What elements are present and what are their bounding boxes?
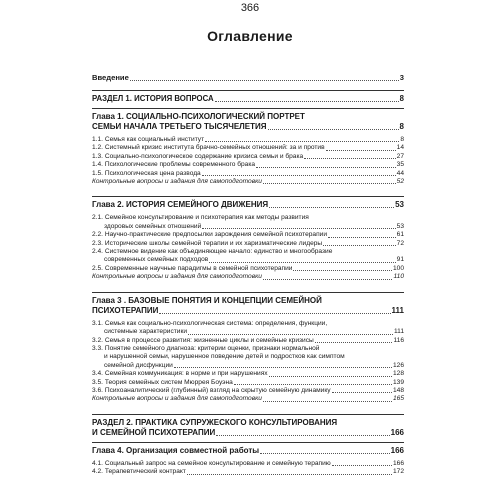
toc-item[interactable]: 3.1. Семья как социально-психологическая система: определения, функции, системные характеристики 111 bbox=[92, 319, 404, 336]
toc-item[interactable]: 1.3. Социально-психологическое содержание кризиса семьи и брака 27 bbox=[92, 152, 404, 160]
table-of-contents bbox=[92, 73, 404, 477]
toc-chapter-1 bbox=[92, 108, 404, 132]
section-2-title[interactable]: РАЗДЕЛ 2. ПРАКТИКА СУПРУЖЕСКОГО КОНСУЛЬТИРОВАНИЯ И СЕМЕЙНОЙ ПСИХОТЕРАПИИ 166 bbox=[92, 417, 404, 437]
toc-item[interactable]: 2.2. Научно-практические предпосылки зарождения семейной психотерапии 61 bbox=[92, 231, 404, 239]
toc-section-2 bbox=[92, 414, 404, 438]
toc-item[interactable]: 1.5. Психологическая цена развода 44 bbox=[92, 169, 404, 177]
chapter-4-title[interactable]: Глава 4. Организация совместной работы 166 bbox=[92, 445, 404, 455]
toc-item[interactable]: 3.3. Понятие семейного диагноза: критерии оценки, признаки нормальной и нарушенной семьи, нарушенное поведение детей и подростков как симптом семейной дисфункции 126 bbox=[92, 344, 404, 369]
toc-item[interactable]: 3.2. Семья в процессе развития: жизненные циклы и семейные кризисы 116 bbox=[92, 336, 404, 344]
chapter-2-title[interactable]: Глава 2. ИСТОРИЯ СЕМЕЙНОГО ДВИЖЕНИЯ 53 bbox=[92, 200, 404, 210]
toc-item[interactable]: 4.2. Терапевтический контракт 172 bbox=[92, 468, 404, 476]
page-title: Оглавление bbox=[207, 28, 293, 44]
chapter-3-title[interactable]: Глава 3 . БАЗОВЫЕ ПОНЯТИЯ И КОНЦЕПЦИИ СЕМЕЙНОЙ ПСИХОТЕРАПИИ 111 bbox=[92, 295, 404, 315]
toc-item[interactable]: 2.4. Системное видение как объединяющее начало: единство и многообразие современных семейных подходов 91 bbox=[92, 248, 404, 264]
toc-item[interactable]: 3.4. Семейная коммуникация: в норме и при нарушениях 128 bbox=[92, 370, 404, 378]
toc-chapter-4 bbox=[92, 442, 404, 456]
toc-item[interactable]: 1.4. Психологические проблемы современного брака 35 bbox=[92, 161, 404, 169]
toc-control-questions[interactable]: Контрольные вопросы и задания для самоподготовки 165 bbox=[92, 395, 404, 403]
toc-control-questions[interactable]: Контрольные вопросы и задания для самоподготовки 110 bbox=[92, 273, 404, 281]
chapter-1-title[interactable]: Глава 1. СОЦИАЛЬНО-ПСИХОЛОГИЧЕСКИЙ ПОРТРЕТ СЕМЬИ НАЧАЛА ТРЕТЬЕГО ТЫСЯЧЕЛЕТИЯ 8 bbox=[92, 112, 404, 131]
toc-item[interactable]: 3.6. Психоаналитический (глубинный) взгляд на скрытую семейную динамику 148 bbox=[92, 386, 404, 394]
toc-chapter-2 bbox=[92, 196, 404, 210]
toc-item[interactable]: 2.5. Современные научные парадигмы в семейной психотерапии 100 bbox=[92, 264, 404, 272]
toc-intro[interactable]: Введение 3 bbox=[92, 73, 404, 82]
toc-item[interactable]: 2.1. Семейное консультирование и психотерапия как методы развития здоровых семейных отношений 53 bbox=[92, 214, 404, 230]
toc-chapter-3 bbox=[92, 292, 404, 316]
toc-item[interactable]: 1.1. Семья как социальный институт 8 bbox=[92, 136, 404, 143]
toc-item[interactable]: 1.2. Системный кризис института брачно-семейных отношений: за и против 14 bbox=[92, 144, 404, 152]
toc-section-1[interactable]: РАЗДЕЛ 1. ИСТОРИЯ ВОПРОСА 8 bbox=[92, 90, 404, 104]
page-number: 366 bbox=[240, 2, 260, 14]
toc-item[interactable]: 4.1. Социальный запрос на семейное консультирование и семейную терапию 166 bbox=[92, 459, 404, 467]
toc-item[interactable]: 2.3. Исторические школы семейной терапии и их харизматические лидеры 72 bbox=[92, 239, 404, 247]
toc-item[interactable]: 3.5. Теория семейных систем Мюррея Боуэна 139 bbox=[92, 378, 404, 386]
toc-control-questions[interactable]: Контрольные вопросы и задания для самоподготовки 52 bbox=[92, 178, 404, 186]
